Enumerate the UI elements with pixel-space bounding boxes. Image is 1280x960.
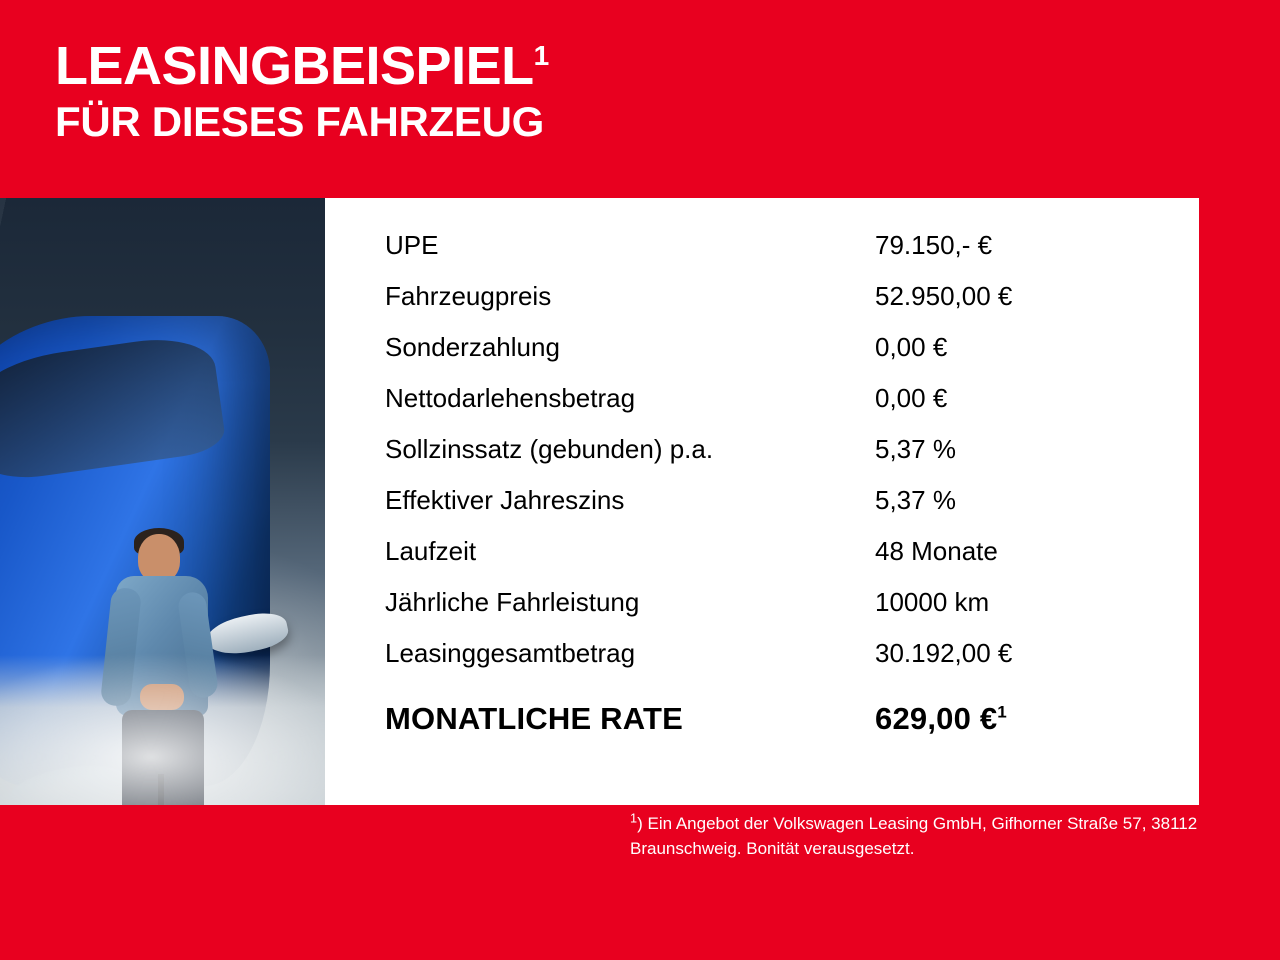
vehicle-photo bbox=[0, 198, 325, 805]
table-row bbox=[385, 220, 1159, 271]
row-label: Sonderzahlung bbox=[385, 332, 560, 362]
row-label: UPE bbox=[385, 230, 439, 260]
footnote-marker: 1 bbox=[630, 810, 638, 826]
page-title-footnote-marker: 1 bbox=[533, 40, 549, 71]
row-label: Fahrzeugpreis bbox=[385, 281, 552, 311]
photo-fog bbox=[0, 655, 325, 805]
row-value: 0,00 € bbox=[875, 332, 948, 362]
monthly-rate-amount: 629,00 € bbox=[875, 701, 998, 736]
row-value: 30.192,00 € bbox=[875, 638, 1013, 668]
leasing-table bbox=[385, 220, 1159, 747]
page-title-line2: FÜR DIESES FAHRZEUG bbox=[55, 97, 545, 145]
row-label: Leasinggesamtbetrag bbox=[385, 638, 636, 668]
table-row bbox=[385, 526, 1159, 577]
monthly-rate-label: MONATLICHE RATE bbox=[385, 701, 684, 736]
row-label: Nettodarlehensbetrag bbox=[385, 383, 636, 413]
table-row bbox=[385, 475, 1159, 526]
row-value: 52.950,00 € bbox=[875, 281, 1013, 311]
page-title-line1 bbox=[55, 38, 549, 95]
table-row bbox=[385, 271, 1159, 322]
row-label: Sollzinssatz (gebunden) p.a. bbox=[385, 434, 714, 464]
leasing-details bbox=[325, 198, 1199, 805]
table-row bbox=[385, 628, 1159, 679]
person-head bbox=[138, 534, 180, 582]
row-value: 10000 km bbox=[875, 587, 990, 617]
page-title bbox=[55, 38, 549, 145]
table-row bbox=[385, 424, 1159, 475]
row-value: 0,00 € bbox=[875, 383, 948, 413]
footnote-marker-suffix: ) bbox=[637, 814, 643, 833]
footnote-text: Ein Angebot der Volkswagen Leasing GmbH, Gifhorner Straße 57, 38112 Braunschweig. Bonität verausgesetzt. bbox=[630, 814, 1198, 858]
row-value: 48 Monate bbox=[875, 536, 998, 566]
leasing-card bbox=[0, 198, 1199, 805]
row-value: 5,37 % bbox=[875, 434, 956, 464]
table-row bbox=[385, 577, 1159, 628]
table-row-total bbox=[385, 679, 1159, 747]
row-label: Effektiver Jahreszins bbox=[385, 485, 625, 515]
row-value: 79.150,- € bbox=[875, 230, 993, 260]
row-label: Jährliche Fahrleistung bbox=[385, 587, 640, 617]
table-row bbox=[385, 322, 1159, 373]
page-title-line1-text: LEASINGBEISPIEL bbox=[55, 36, 534, 96]
table-row bbox=[385, 373, 1159, 424]
monthly-rate-value bbox=[875, 679, 1159, 747]
row-value: 5,37 % bbox=[875, 485, 956, 515]
row-label: Laufzeit bbox=[385, 536, 477, 566]
footnote bbox=[630, 812, 1210, 861]
monthly-rate-footnote-marker: 1 bbox=[997, 702, 1007, 722]
